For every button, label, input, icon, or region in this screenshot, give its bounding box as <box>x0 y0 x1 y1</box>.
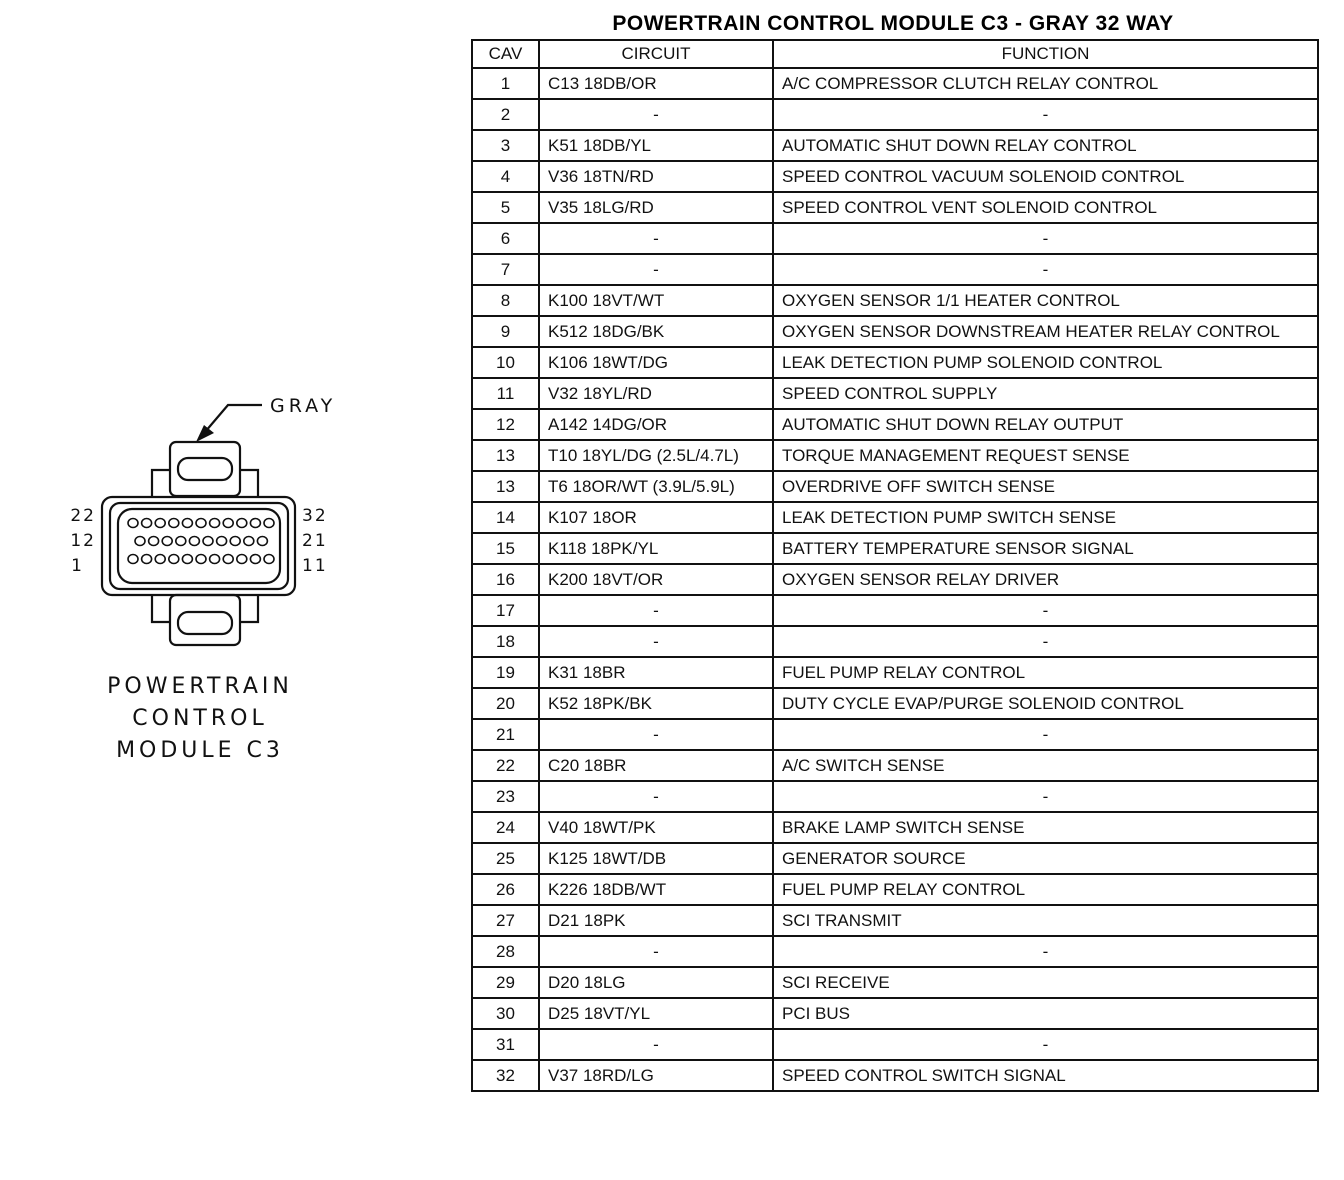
circuit-cell: - <box>539 223 773 254</box>
table-row <box>472 812 1318 843</box>
function-cell: SCI TRANSMIT <box>773 905 1318 936</box>
table-header-row <box>472 40 1318 68</box>
cav-cell: 22 <box>472 750 539 781</box>
callout-leader-line <box>205 405 262 432</box>
cavity <box>257 537 267 546</box>
circuit-cell: V32 18YL/RD <box>539 378 773 409</box>
cav-cell: 13 <box>472 440 539 471</box>
function-cell: - <box>773 595 1318 626</box>
table-row <box>472 223 1318 254</box>
pinout-table <box>471 39 1319 1092</box>
function-cell: A/C COMPRESSOR CLUTCH RELAY CONTROL <box>773 68 1318 99</box>
function-cell: OVERDRIVE OFF SWITCH SENSE <box>773 471 1318 502</box>
circuit-cell: K107 18OR <box>539 502 773 533</box>
pin-label-22: 22 <box>70 506 96 526</box>
cavity <box>217 537 227 546</box>
cavity <box>128 555 138 564</box>
header-circuit: CIRCUIT <box>539 40 773 68</box>
circuit-cell: - <box>539 626 773 657</box>
cavity <box>169 519 179 528</box>
cav-cell: 29 <box>472 967 539 998</box>
cav-cell: 10 <box>472 347 539 378</box>
cavity <box>203 537 213 546</box>
function-cell: - <box>773 626 1318 657</box>
cav-cell: 31 <box>472 1029 539 1060</box>
cavity <box>250 519 260 528</box>
table-row <box>472 347 1318 378</box>
circuit-cell: K125 18WT/DB <box>539 843 773 874</box>
cavity <box>128 519 138 528</box>
cav-cell: 7 <box>472 254 539 285</box>
cav-cell: 12 <box>472 409 539 440</box>
function-cell: - <box>773 1029 1318 1060</box>
cavity <box>142 519 152 528</box>
table-row <box>472 750 1318 781</box>
table-row <box>472 378 1318 409</box>
table-row <box>472 688 1318 719</box>
cav-cell: 5 <box>472 192 539 223</box>
cavity <box>155 519 165 528</box>
cav-cell: 21 <box>472 719 539 750</box>
cavity <box>244 537 254 546</box>
cavity <box>142 555 152 564</box>
cav-cell: 11 <box>472 378 539 409</box>
table-row <box>472 409 1318 440</box>
cav-cell: 8 <box>472 285 539 316</box>
gray-callout-label: GRAY <box>270 395 337 417</box>
circuit-cell: D21 18PK <box>539 905 773 936</box>
cavity <box>189 537 199 546</box>
cav-cell: 9 <box>472 316 539 347</box>
function-cell: FUEL PUMP RELAY CONTROL <box>773 874 1318 905</box>
table-row <box>472 936 1318 967</box>
cavity <box>223 519 233 528</box>
function-cell: - <box>773 223 1318 254</box>
function-cell: AUTOMATIC SHUT DOWN RELAY OUTPUT <box>773 409 1318 440</box>
cavity <box>169 555 179 564</box>
cav-cell: 13 <box>472 471 539 502</box>
cavity <box>250 555 260 564</box>
circuit-cell: - <box>539 254 773 285</box>
cav-cell: 14 <box>472 502 539 533</box>
cavity <box>237 555 247 564</box>
circuit-cell: K226 18DB/WT <box>539 874 773 905</box>
function-cell: DUTY CYCLE EVAP/PURGE SOLENOID CONTROL <box>773 688 1318 719</box>
table-row <box>472 595 1318 626</box>
circuit-cell: K31 18BR <box>539 657 773 688</box>
function-cell: BRAKE LAMP SWITCH SENSE <box>773 812 1318 843</box>
table-row <box>472 967 1318 998</box>
table-row <box>472 440 1318 471</box>
table-row <box>472 657 1318 688</box>
connector-caption-line-2: CONTROL <box>132 706 268 731</box>
function-cell: SCI RECEIVE <box>773 967 1318 998</box>
header-cav: CAV <box>472 40 539 68</box>
cav-cell: 16 <box>472 564 539 595</box>
function-cell: - <box>773 719 1318 750</box>
function-cell: SPEED CONTROL VENT SOLENOID CONTROL <box>773 192 1318 223</box>
table-row <box>472 719 1318 750</box>
table-row <box>472 564 1318 595</box>
circuit-cell: C13 18DB/OR <box>539 68 773 99</box>
cavity <box>135 537 145 546</box>
circuit-cell: - <box>539 936 773 967</box>
cavity <box>210 555 220 564</box>
cav-cell: 30 <box>472 998 539 1029</box>
table-row <box>472 161 1318 192</box>
table-row <box>472 998 1318 1029</box>
table-row <box>472 130 1318 161</box>
cavity <box>264 555 274 564</box>
circuit-cell: D20 18LG <box>539 967 773 998</box>
cav-cell: 23 <box>472 781 539 812</box>
cav-cell: 20 <box>472 688 539 719</box>
cav-cell: 17 <box>472 595 539 626</box>
cav-cell: 19 <box>472 657 539 688</box>
table-row <box>472 533 1318 564</box>
circuit-cell: - <box>539 781 773 812</box>
cav-cell: 25 <box>472 843 539 874</box>
circuit-cell: K51 18DB/YL <box>539 130 773 161</box>
cav-cell: 15 <box>472 533 539 564</box>
cav-cell: 3 <box>472 130 539 161</box>
cavity <box>176 537 186 546</box>
circuit-cell: V35 18LG/RD <box>539 192 773 223</box>
circuit-cell: K118 18PK/YL <box>539 533 773 564</box>
function-cell: FUEL PUMP RELAY CONTROL <box>773 657 1318 688</box>
function-cell: - <box>773 781 1318 812</box>
circuit-cell: T6 18OR/WT (3.9L/5.9L) <box>539 471 773 502</box>
table-row <box>472 316 1318 347</box>
cav-cell: 6 <box>472 223 539 254</box>
function-cell: AUTOMATIC SHUT DOWN RELAY CONTROL <box>773 130 1318 161</box>
cav-cell: 27 <box>472 905 539 936</box>
circuit-cell: V40 18WT/PK <box>539 812 773 843</box>
cavity <box>182 555 192 564</box>
pin-label-21: 21 <box>302 531 328 551</box>
circuit-cell: V36 18TN/RD <box>539 161 773 192</box>
cav-cell: 32 <box>472 1060 539 1091</box>
table-row <box>472 471 1318 502</box>
cav-cell: 2 <box>472 99 539 130</box>
cav-cell: 18 <box>472 626 539 657</box>
pin-label-11: 11 <box>302 556 328 576</box>
table-row <box>472 905 1318 936</box>
function-cell: SPEED CONTROL SUPPLY <box>773 378 1318 409</box>
cavity <box>196 519 206 528</box>
pin-label-32: 32 <box>302 506 328 526</box>
table-row <box>472 68 1318 99</box>
table-row <box>472 99 1318 130</box>
circuit-cell: - <box>539 719 773 750</box>
callout-arrow-icon <box>196 425 214 442</box>
connector-caption-line-1: POWERTRAIN <box>107 674 293 699</box>
connector-caption-line-3: MODULE C3 <box>116 738 284 763</box>
table-row <box>472 781 1318 812</box>
function-cell: OXYGEN SENSOR DOWNSTREAM HEATER RELAY CONTROL <box>773 316 1318 347</box>
table-row <box>472 285 1318 316</box>
cav-cell: 24 <box>472 812 539 843</box>
circuit-cell: T10 18YL/DG (2.5L/4.7L) <box>539 440 773 471</box>
table-body <box>472 68 1318 1091</box>
function-cell: OXYGEN SENSOR RELAY DRIVER <box>773 564 1318 595</box>
circuit-cell: C20 18BR <box>539 750 773 781</box>
cavity <box>196 555 206 564</box>
table-row <box>472 1029 1318 1060</box>
circuit-cell: - <box>539 595 773 626</box>
function-cell: SPEED CONTROL SWITCH SIGNAL <box>773 1060 1318 1091</box>
cavity <box>149 537 159 546</box>
circuit-cell: K512 18DG/BK <box>539 316 773 347</box>
cavity <box>237 519 247 528</box>
cav-cell: 26 <box>472 874 539 905</box>
cavity <box>155 555 165 564</box>
function-cell: GENERATOR SOURCE <box>773 843 1318 874</box>
cavity <box>162 537 172 546</box>
table-row <box>472 254 1318 285</box>
function-cell: SPEED CONTROL VACUUM SOLENOID CONTROL <box>773 161 1318 192</box>
cav-cell: 1 <box>472 68 539 99</box>
cavity <box>223 555 233 564</box>
circuit-cell: A142 14DG/OR <box>539 409 773 440</box>
function-cell: LEAK DETECTION PUMP SOLENOID CONTROL <box>773 347 1318 378</box>
function-cell: - <box>773 936 1318 967</box>
function-cell: - <box>773 254 1318 285</box>
cav-cell: 4 <box>472 161 539 192</box>
function-cell: TORQUE MANAGEMENT REQUEST SENSE <box>773 440 1318 471</box>
table-row <box>472 874 1318 905</box>
header-function: FUNCTION <box>773 40 1318 68</box>
connector-drawing <box>0 0 450 1180</box>
table-row <box>472 192 1318 223</box>
table-row <box>472 626 1318 657</box>
function-cell: - <box>773 99 1318 130</box>
function-cell: OXYGEN SENSOR 1/1 HEATER CONTROL <box>773 285 1318 316</box>
cavity <box>210 519 220 528</box>
circuit-cell: K106 18WT/DG <box>539 347 773 378</box>
circuit-cell: - <box>539 1029 773 1060</box>
cav-cell: 28 <box>472 936 539 967</box>
function-cell: LEAK DETECTION PUMP SWITCH SENSE <box>773 502 1318 533</box>
circuit-cell: K52 18PK/BK <box>539 688 773 719</box>
connector-housing <box>102 497 295 595</box>
function-cell: BATTERY TEMPERATURE SENSOR SIGNAL <box>773 533 1318 564</box>
circuit-cell: D25 18VT/YL <box>539 998 773 1029</box>
circuit-cell: K100 18VT/WT <box>539 285 773 316</box>
cavity <box>182 519 192 528</box>
circuit-cell: - <box>539 99 773 130</box>
connector-figure <box>0 0 450 1180</box>
function-cell: A/C SWITCH SENSE <box>773 750 1318 781</box>
cavity <box>230 537 240 546</box>
function-cell: PCI BUS <box>773 998 1318 1029</box>
table-row <box>472 502 1318 533</box>
table-row <box>472 1060 1318 1091</box>
cavity-grid <box>128 519 274 564</box>
pin-label-1: 1 <box>71 556 82 576</box>
pin-label-12: 12 <box>70 531 96 551</box>
circuit-cell: V37 18RD/LG <box>539 1060 773 1091</box>
cavity <box>264 519 274 528</box>
table-row <box>472 843 1318 874</box>
circuit-cell: K200 18VT/OR <box>539 564 773 595</box>
table-title: POWERTRAIN CONTROL MODULE C3 - GRAY 32 WAY <box>612 12 1174 35</box>
